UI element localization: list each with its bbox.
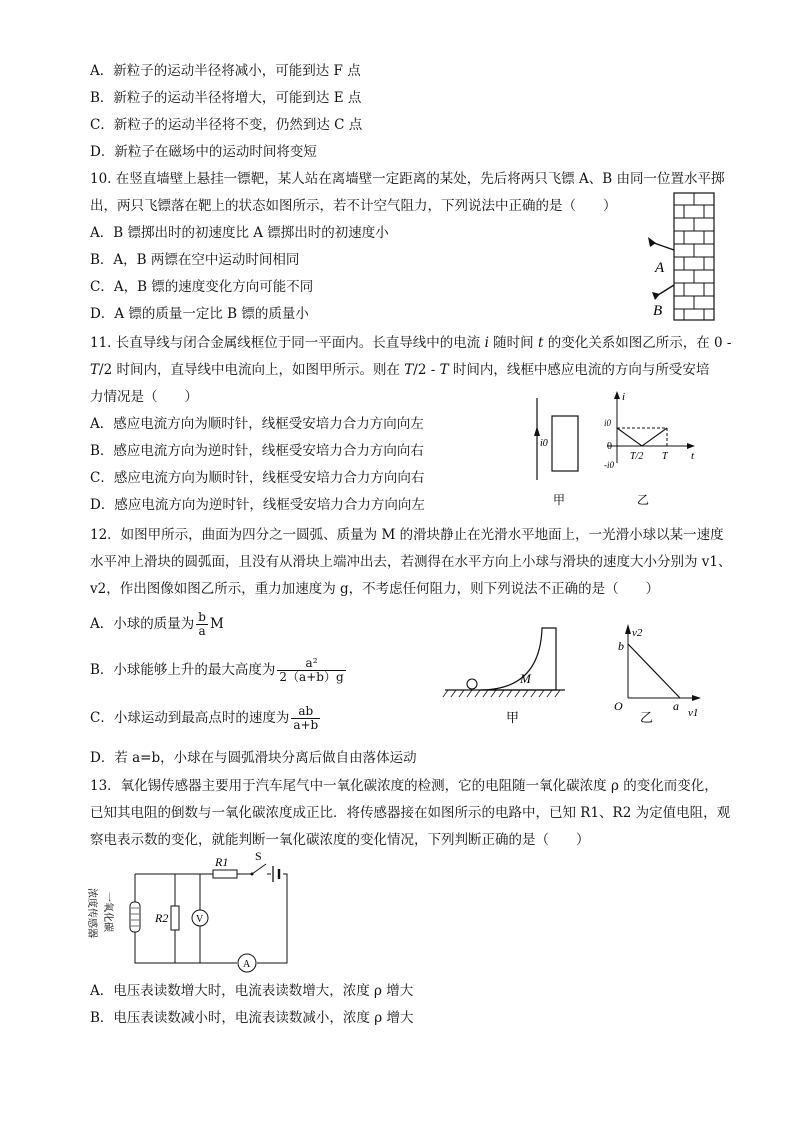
r1-label: R1 — [215, 855, 229, 869]
sensor-label-right: 一氧化碳 — [102, 892, 113, 932]
graph-origin-label: O — [614, 699, 623, 713]
graph-b-label: b — [618, 639, 624, 653]
q13-circuit-figure — [85, 848, 300, 976]
q13-stem-line3: 察电表示数的变化，就能判断一氧化碳浓度的变化情况，下列判断正确的是（ ） — [90, 832, 590, 848]
q13-stem-line1: 13．氧化锡传感器主要用于汽车尾气中一氧化碳浓度的检测，它的电阻随一氧化碳浓度 ρ 的变化而变化， — [90, 778, 718, 794]
slider-mass-label: M — [520, 671, 531, 686]
resistor-r1 — [213, 870, 237, 878]
current-graph-line — [617, 428, 667, 446]
q13-stem-line2: 已知其电阻的倒数与一氧化碳浓度成正比．将传感器接在如图所示的电路中，已知 R1、R2 为定值电阻，观 — [90, 805, 731, 821]
q9-option-a: A．新粒子的运动半径将减小，可能到达 F 点 — [90, 63, 361, 79]
q9-option-b: B．新粒子的运动半径将增大，可能到达 E 点 — [90, 90, 362, 106]
caption-yi: 乙 — [637, 493, 650, 507]
q10-dartboard-figure — [640, 190, 720, 325]
q10-option-a: A．B 镖掷出时的初速度比 A 镖掷出时的初速度小 — [90, 225, 389, 241]
co-sensor-icon — [130, 902, 140, 932]
q9-option-c: C．新粒子的运动半径将不变，仍然到达 C 点 — [90, 117, 363, 133]
dart-a-icon — [654, 243, 674, 250]
graph-v2-label: v2 — [632, 627, 643, 639]
q12-stem-line2: 水平冲上滑块的圆弧面，且没有从滑块上端冲出去，若测得在水平方向上小球与滑块的速度大小分别为 v1、 — [90, 554, 732, 570]
q12-option-c: C．小球运动到最高点时的速度为 $\frac{ab}{a+b}$ — [90, 704, 319, 732]
graph-a-label: a — [673, 699, 679, 713]
q12-option-b: B．小球能够上升的最大高度为 $\frac{\text{a²}}{2(a+b)g}$ — [90, 656, 344, 684]
graph-y-axis-label: i — [622, 391, 626, 403]
q12-option-d: D．若 a=b，小球在与圆弧滑块分离后做自由落体运动 — [90, 750, 417, 766]
q13-option-b: B．电压表读数减小时，电流表读数减小，浓度 ρ 增大 — [90, 1010, 414, 1026]
graph-t-axis-label: t — [691, 450, 695, 462]
voltmeter-label: V — [196, 914, 204, 925]
dart-b-label: B — [653, 303, 663, 319]
q11-option-d: D．感应电流方向为逆时针，线框受安培力合力方向向左 — [90, 497, 425, 513]
ball-icon — [467, 679, 477, 689]
sensor-label-left: 浓度传感器 — [86, 888, 97, 938]
q11-stem-line1: 11. 长直导线与闭合金属线框位于同一平面内。长直导线中的电流 i 随时间 t 的变化关系如图乙所示，在 0 - — [90, 335, 732, 351]
current-up-arrow-icon — [534, 426, 540, 436]
ammeter-label: A — [243, 959, 251, 970]
curved-slider — [480, 628, 556, 690]
q10-option-c: C．A，B 镖的速度变化方向可能不同 — [90, 279, 314, 295]
q11-option-a: A．感应电流方向为顺时针，线框受安培力合力方向向左 — [90, 416, 424, 432]
q12-option-a: A．小球的质量为 $\frac{b}{a}$ M — [90, 610, 224, 638]
graph-i0-label: i0 — [604, 418, 612, 428]
graph-v1-label: v1 — [688, 707, 699, 719]
caption-jia: 甲 — [553, 493, 566, 507]
q10-stem-line1: 10. 在竖直墙壁上悬挂一镖靶，某人站在离墙壁一定距离的某处，先后将两只飞镖 A、B 由同一位置水平掷 — [90, 171, 725, 187]
dart-a-label: A — [655, 260, 665, 276]
q12-stem-line3: v2，作出图像如图乙所示，重力加速度为 g，不考虑任何阻力，则下列说法不正确的是（ ） — [90, 581, 660, 597]
graph-zero-label: 0 — [607, 441, 612, 452]
wire-current-label: i0 — [540, 438, 548, 449]
q11-option-c: C．感应电流方向为顺时针，线框受安培力合力方向向右 — [90, 470, 425, 486]
q9-option-d: D．新粒子在磁场中的运动时间将变短 — [90, 144, 317, 160]
graph-neg-i0-label: -i0 — [604, 460, 614, 470]
switch-label: S — [255, 849, 262, 863]
graph-T-label: T — [662, 451, 668, 462]
q10-option-d: D．A 镖的质量一定比 B 镖的质量小 — [90, 306, 309, 322]
caption-jia: 甲 — [506, 710, 520, 725]
q13-option-a: A．电压表读数增大时，电流表读数增大，浓度 ρ 增大 — [90, 983, 414, 999]
q11-stem-line2: T/2 时间内，直导线中电流向上，如图甲所示。则在 T/2 - T 时间内，线框中感应电流的方向与所受安培 — [90, 362, 710, 378]
caption-yi: 乙 — [640, 710, 654, 725]
dart-b-icon — [658, 285, 674, 295]
switch-icon — [252, 864, 266, 874]
wire-frame — [552, 416, 578, 471]
q11-option-b: B．感应电流方向为逆时针，线框受安培力合力方向向右 — [90, 443, 424, 459]
graph-half-T-label: T/2 — [630, 451, 644, 462]
q12-slider-figure — [440, 620, 570, 730]
r2-label: R2 — [155, 911, 169, 925]
q12-velocity-graph — [610, 620, 705, 730]
q11-stem-line3: 力情况是（ ） — [90, 389, 198, 405]
q10-option-b: B．A，B 两镖在空中运动时间相同 — [90, 252, 300, 268]
q10-stem-line2: 出，两只飞镖落在靶上的状态如图所示，若不计空气阻力，下列说法中正确的是（ ） — [90, 198, 617, 214]
q11-figure — [525, 388, 715, 513]
resistor-r2 — [171, 906, 179, 930]
velocity-line — [628, 644, 680, 698]
q12-stem-line1: 12．如图甲所示，曲面为四分之一圆弧、质量为 M 的滑块静止在光滑水平地面上，一光滑小球以某一速度 — [90, 527, 724, 543]
